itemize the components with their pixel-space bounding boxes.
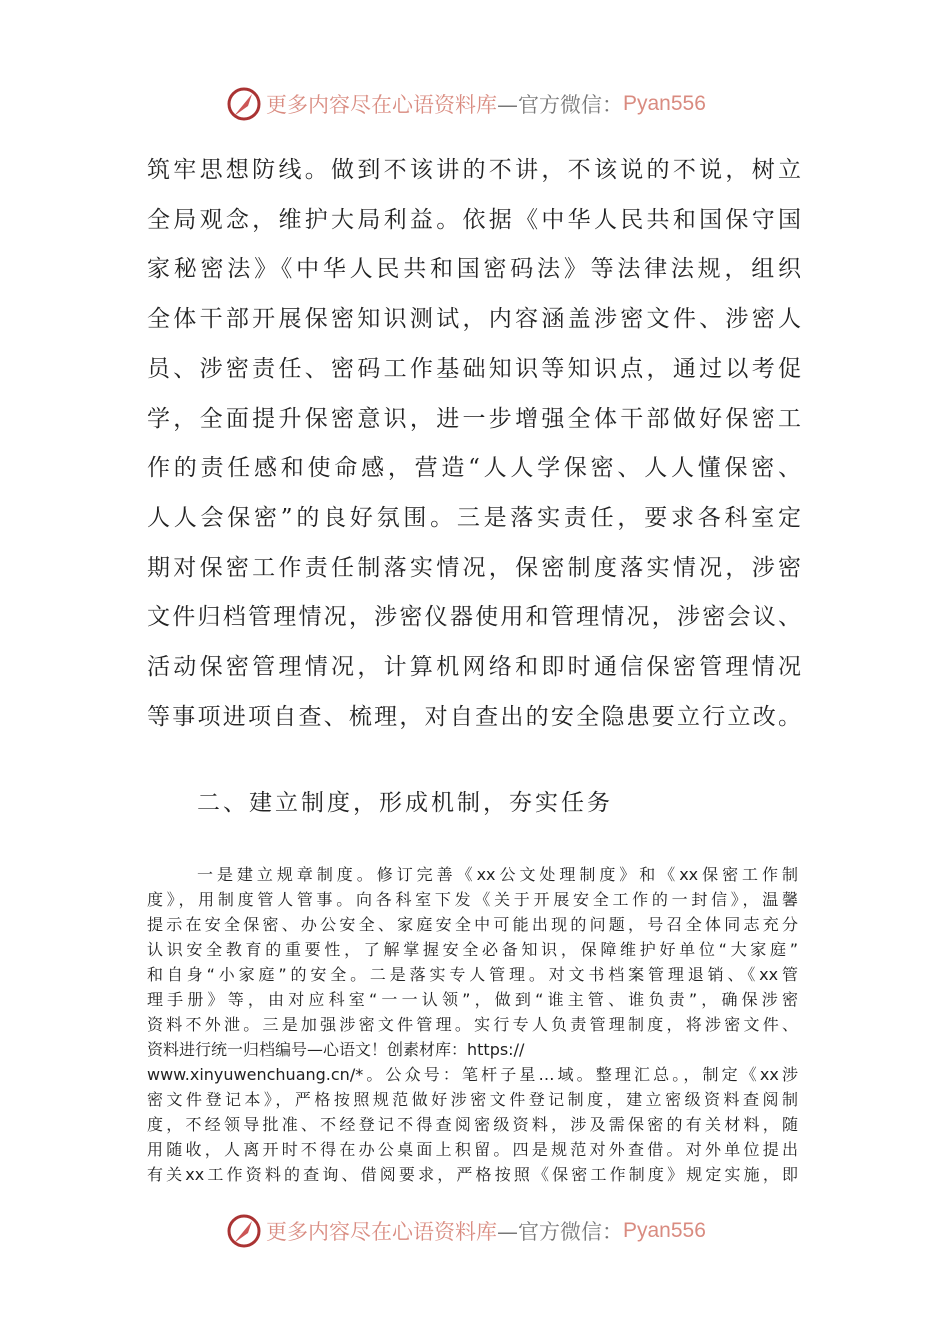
body-line: 人人会保密”的良好氛围。三是落实责任，要求各科室定 <box>147 504 801 531</box>
small-body-line: 理手册》等，由对应科室“一一认领”，做到“谁主管、谁负责”，确保涉密 <box>147 990 798 1009</box>
body-line: 活动保密管理情况，计算机网络和即时通信保密管理情况 <box>147 654 801 680</box>
body-line: 全体干部开展保密知识测试，内容涵盖涉密文件、涉密人 <box>147 306 801 333</box>
small-body-line: 密文件登记本》，严格按照规范做好涉密文件登记制度，建立密级资料查阅制 <box>147 1090 798 1109</box>
body-line: 期对保密工作责任制落实情况，保密制度落实情况，涉密 <box>147 554 801 581</box>
body-line: 等事项进项自查、梳理，对自查出的安全隐患要立行立改。 <box>147 703 801 730</box>
body-line: 全局观念，维护大局利益。依据《中华人民共和国保守国 <box>147 206 801 233</box>
small-body-line: 认识安全教育的重要性，了解掌握安全必备知识，保障维护好单位“大家庭” <box>147 940 798 959</box>
banner-text: 更多内容尽在心语资料库 <box>266 1220 497 1244</box>
banner-wechat-label: —官方微信： <box>497 1220 623 1244</box>
body-line: 学，全面提升保密意识，进一步增强全体干部做好保密工 <box>147 405 801 432</box>
section-heading: 二、建立制度，形成机制，夯实任务 <box>197 790 613 816</box>
small-body-line: 用随收，人离开时不得在办公桌面上积留。四是规范对外查借。对外单位提出 <box>147 1140 798 1159</box>
small-body-line: 一是建立规章制度。修订完善《xx公文处理制度》和《xx保密工作制 <box>197 865 798 884</box>
banner-wechat-label: —官方微信： <box>497 93 623 117</box>
body-line: 文件归档管理情况，涉密仪器使用和管理情况，涉密会议、 <box>147 604 801 631</box>
body-line: 员、涉密责任、密码工作基础知识等知识点，通过以考促 <box>147 355 801 382</box>
body-line: 家秘密法》《中华人民共和国密码法》等法律法规，组织 <box>147 256 801 283</box>
small-body-line: 和自身“小家庭”的安全。二是落实专人管理。对文书档案管理退销、《xx管 <box>147 965 798 984</box>
small-body-line: 资料不外泄。三是加强涉密文件管理。实行专人负责管理制度，将涉密文件、 <box>147 1015 798 1034</box>
header-watermark-banner <box>226 84 706 124</box>
quill-logo-icon <box>226 86 262 122</box>
quill-logo-icon <box>226 1213 262 1249</box>
banner-text: 更多内容尽在心语资料库 <box>266 93 497 117</box>
small-body-line: 度》，用制度管人管事。向各科室下发《关于开展安全工作的一封信》，温馨 <box>147 890 798 909</box>
small-body-line: 提示在安全保密、办公安全、家庭安全中可能出现的问题，号召全体同志充分 <box>147 915 798 934</box>
body-line: 作的责任感和使命感，营造“人人学保密、人人懂保密、 <box>147 455 801 482</box>
banner-wechat-id: Pyan556 <box>623 92 706 115</box>
small-body-line: www.xinyuwenchuang.cn/*。公众号：笔杆子星…域。整理汇总。，制定《xx涉 <box>147 1065 798 1084</box>
small-body-line: 资料进行统一归档编号—心语文！创素材库：https:// <box>147 1040 525 1059</box>
small-body-line: 有关xx工作资料的查询、借阅要求，严格按照《保密工作制度》规定实施，即 <box>147 1165 798 1184</box>
footer-watermark-banner <box>226 1211 706 1251</box>
banner-wechat-id: Pyan556 <box>623 1219 706 1242</box>
body-line: 筑牢思想防线。做到不该讲的不讲，不该说的不说，树立 <box>147 157 801 183</box>
small-body-line: 度，不经领导批准、不经登记不得查阅密级资料，涉及需保密的有关材料，随 <box>147 1115 798 1134</box>
